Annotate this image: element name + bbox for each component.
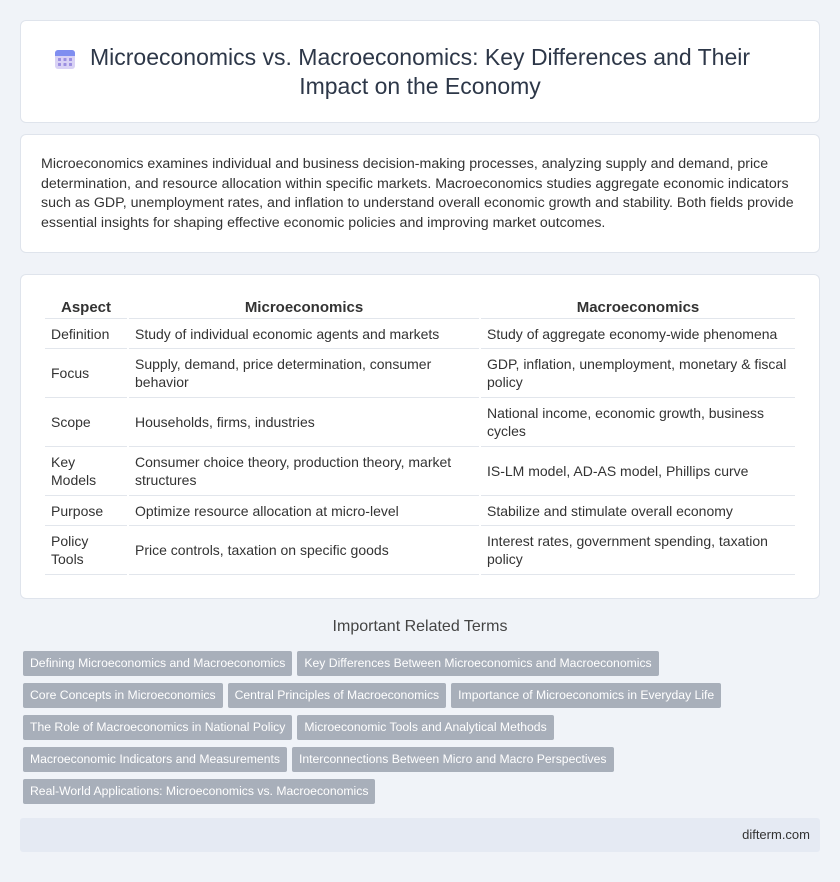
related-term-tag[interactable]: The Role of Macroeconomics in National Policy [23,715,292,740]
cell-micro: Supply, demand, price determination, consumer behavior [129,349,479,398]
cell-micro: Study of individual economic agents and markets [129,319,479,349]
related-term-tag[interactable]: Core Concepts in Microeconomics [23,683,223,708]
cell-macro: Stabilize and stimulate overall economy [481,496,795,526]
cell-macro: GDP, inflation, unemployment, monetary & fiscal policy [481,349,795,398]
related-term-tag[interactable]: Importance of Microeconomics in Everyday Life [451,683,721,708]
cell-micro: Households, firms, industries [129,398,479,447]
related-terms-heading: Important Related Terms [332,618,508,635]
comparison-card [20,274,820,599]
table-row [45,526,795,575]
cell-aspect: Scope [45,398,127,447]
header-aspect: Aspect [45,295,127,319]
table-row [45,447,795,496]
table-row [45,349,795,398]
related-term-tag[interactable]: Central Principles of Macroeconomics [228,683,447,708]
table-row [45,319,795,349]
related-term-tag[interactable]: Real-World Applications: Microeconomics vs. Macroeconomics [23,779,375,804]
intro-card [20,134,820,253]
cell-micro: Price controls, taxation on specific goods [129,526,479,575]
related-term-tag[interactable]: Macroeconomic Indicators and Measurements [23,747,287,772]
footer [20,818,820,852]
cell-macro: National income, economic growth, business cycles [481,398,795,447]
cell-macro: IS-LM model, AD-AS model, Phillips curve [481,447,795,496]
related-term-tag[interactable]: Defining Microeconomics and Macroeconomics [23,651,292,676]
cell-macro: Interest rates, government spending, taxation policy [481,526,795,575]
related-term-tag[interactable]: Interconnections Between Micro and Macro Perspectives [292,747,614,772]
footer-site-link[interactable]: difterm.com [742,827,810,842]
cell-micro: Optimize resource allocation at micro-level [129,496,479,526]
page-title: Microeconomics vs. Macroeconomics: Key Differences and Their Impact on the Economy [89,44,750,99]
related-terms-list [23,651,823,811]
cell-aspect: Definition [45,319,127,349]
intro-paragraph: Microeconomics examines individual and business decision-making processes, analyzing supply and demand, price determination, and resource allocation within specific markets. Macroeconomics studies aggregate economic indicators such as GDP, unemployment rates, and inflation to understand overall economic growth and stability. Both fields provide essential insights for shaping effective economic policies and improving market outcomes. [41,156,794,231]
cell-aspect: Purpose [45,496,127,526]
header-micro: Microeconomics [129,295,479,319]
table-header-row [45,295,795,319]
header-card [20,20,820,123]
related-term-tag[interactable]: Microeconomic Tools and Analytical Methods [297,715,553,740]
cell-macro: Study of aggregate economy-wide phenomena [481,319,795,349]
cell-aspect: Key Models [45,447,127,496]
cell-aspect: Policy Tools [45,526,127,575]
cell-micro: Consumer choice theory, production theory, market structures [129,447,479,496]
table-row [45,398,795,447]
cell-aspect: Focus [45,349,127,398]
header-macro: Macroeconomics [481,295,795,319]
table-row [45,496,795,526]
comparison-table [43,295,797,575]
related-term-tag[interactable]: Key Differences Between Microeconomics and Macroeconomics [297,651,658,676]
